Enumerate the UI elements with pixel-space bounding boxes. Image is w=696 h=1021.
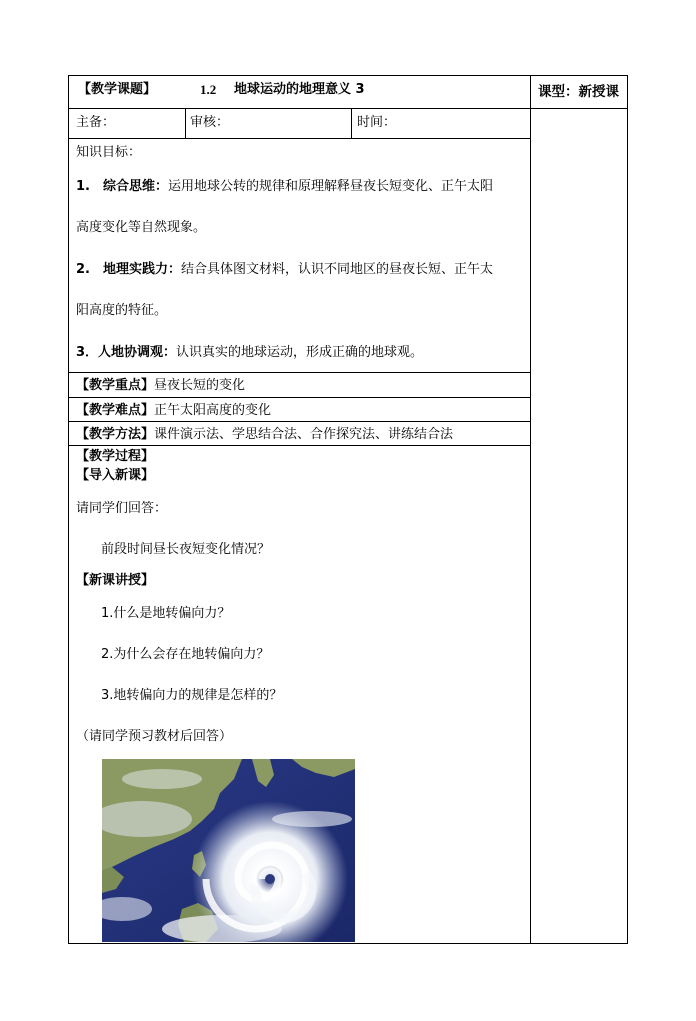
objective-2 <box>76 263 493 276</box>
preview-note: （请同学预习教材后回答） <box>76 729 233 744</box>
topic-label: 【教学课题】 <box>78 82 157 97</box>
row-divider <box>68 372 530 373</box>
satellite-image-svg <box>102 759 355 942</box>
reviewer-field: 审核： <box>190 115 230 130</box>
typhoon-satellite-image <box>102 759 355 942</box>
difficulty-text: 正午太阳高度的变化 <box>154 403 272 418</box>
objectives-heading: 知识目标： <box>76 145 142 160</box>
question-1: 1.什么是地转偏向力？ <box>101 606 231 621</box>
methods-label: 【教学方法】 <box>76 427 155 442</box>
objective-2-text: 结合具体图文材料，认识不同地区的昼夜长短、正午太 <box>180 262 493 277</box>
objective-1 <box>76 180 493 193</box>
intro-prompt: 请同学们回答： <box>76 501 168 516</box>
question-2: 2.为什么会存在地转偏向力？ <box>101 647 270 662</box>
table-border-top <box>68 75 628 76</box>
preparer-field: 主备： <box>76 115 116 130</box>
objective-3-label: 3．人地协调观： <box>76 345 177 360</box>
column-divider <box>185 108 186 138</box>
key-point-row <box>76 379 245 392</box>
objective-3 <box>76 346 423 359</box>
question-3: 3.地转偏向力的规律是怎样的？ <box>101 688 283 703</box>
intro-question: 前段时间昼长夜短变化情况？ <box>101 542 271 557</box>
process-heading: 【教学过程】 <box>76 449 155 464</box>
row-divider <box>68 108 628 109</box>
objective-2-cont: 阳高度的特征。 <box>76 303 168 318</box>
table-border-left <box>68 75 69 944</box>
table-border-right <box>627 75 628 944</box>
objective-3-text: 认识真实的地球运动，形成正确的地球观。 <box>176 345 424 360</box>
new-lesson-heading: 【新课讲授】 <box>76 573 155 588</box>
row-divider <box>68 421 530 422</box>
topic-number: 1.2 <box>200 82 217 97</box>
course-type: 课型：新授课 <box>538 84 619 100</box>
key-point-text: 昼夜长短的变化 <box>154 378 246 393</box>
time-field: 时间： <box>357 115 397 130</box>
column-divider <box>530 75 531 944</box>
topic-title: 地球运动的地理意义 3 <box>234 82 365 97</box>
objective-1-text: 运用地球公转的规律和原理解释昼夜长短变化、正午太阳 <box>167 179 493 194</box>
row-divider <box>68 138 530 139</box>
row-divider <box>68 397 530 398</box>
table-border-bottom <box>68 943 628 944</box>
objective-1-label: 1. 综合思维： <box>76 179 168 194</box>
methods-text: 课件演示法、学思结合法、合作探究法、讲练结合法 <box>154 427 454 442</box>
difficulty-row <box>76 404 271 417</box>
objective-1-cont: 高度变化等自然现象。 <box>76 220 207 235</box>
methods-row <box>76 428 453 441</box>
key-point-label: 【教学重点】 <box>76 378 155 393</box>
objective-2-label: 2. 地理实践力： <box>76 262 181 277</box>
column-divider <box>351 108 352 138</box>
row-divider <box>68 445 530 446</box>
intro-heading: 【导入新课】 <box>76 468 155 483</box>
difficulty-label: 【教学难点】 <box>76 403 155 418</box>
